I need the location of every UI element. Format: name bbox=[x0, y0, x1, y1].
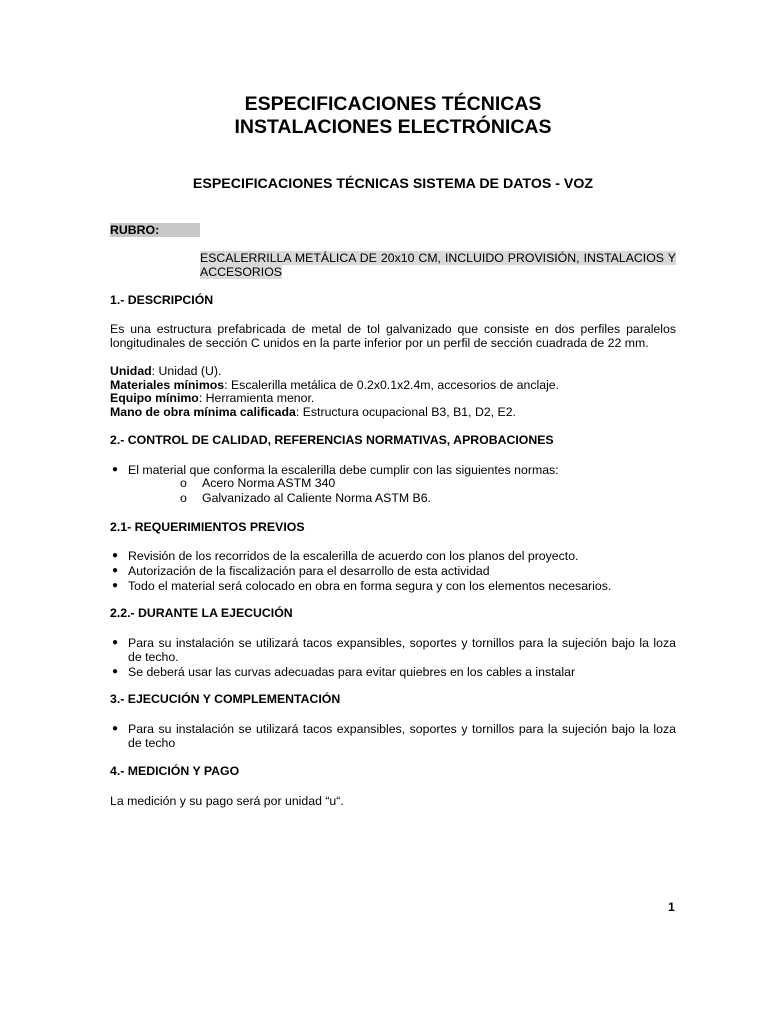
sub-list-item bbox=[180, 476, 335, 490]
rubro-label: RUBRO: bbox=[110, 223, 200, 237]
document-subtitle: ESPECIFICACIONES TÉCNICAS SISTEMA DE DATOS - VOZ bbox=[192, 176, 594, 192]
list-item bbox=[110, 549, 676, 563]
bullet-icon: ● bbox=[112, 464, 119, 475]
list-item-text: Se deberá usar las curvas adecuadas para evitar quiebres en los cables a instalar bbox=[128, 665, 576, 679]
document-title-line1: ESPECIFICACIONES TÉCNICAS bbox=[244, 93, 542, 115]
document-page bbox=[110, 0, 676, 1024]
bullet-icon: ● bbox=[112, 565, 119, 576]
section-heading-medicion-pago: 4.- MEDICIÓN Y PAGO bbox=[110, 764, 240, 778]
materiales-line bbox=[110, 378, 676, 392]
rubro-text bbox=[200, 251, 676, 279]
mano-obra-value: : Estructura ocupacional B3, B1, D2, E2. bbox=[295, 405, 516, 419]
unidad-value: : Unidad (U). bbox=[151, 364, 222, 378]
bullet-icon: ● bbox=[112, 550, 119, 561]
sub-list-item-text: Acero Norma ASTM 340 bbox=[202, 476, 336, 490]
list-item-text: Revisión de los recorridos de la escalerilla de acuerdo con los planos del proyecto. bbox=[128, 549, 579, 563]
list-item bbox=[110, 579, 676, 593]
bullet-icon: ● bbox=[112, 580, 119, 591]
section-heading-requerimientos: 2.1- REQUERIMIENTOS PREVIOS bbox=[110, 520, 305, 534]
bullet-icon: ● bbox=[112, 723, 119, 734]
section-heading-control-calidad: 2.- CONTROL DE CALIDAD, REFERENCIAS NORMATIVAS, APROBACIONES bbox=[110, 433, 554, 447]
list-item bbox=[110, 722, 676, 750]
ejecucion-list bbox=[110, 722, 676, 750]
rubro-text-highlight: ESCALERRILLA METÁLICA DE 20x10 CM, INCLUIDO PROVISIÓN, INSTALACIOS Y ACCESORIOS bbox=[200, 251, 676, 279]
descripcion-paragraph: Es una estructura prefabricada de metal de tol galvanizado que consiste en dos perfiles paralelos longitudinales de sección C unidos en la parte inferior por un perfil de sección cuadrada de 22 mm. bbox=[110, 322, 676, 350]
mano-obra-label: Mano de obra mínima calificada bbox=[110, 405, 296, 419]
materiales-label: Materiales mínimos bbox=[110, 378, 225, 392]
list-item-text: Para su instalación se utilizará tacos expansibles, soportes y tornillos para la sujeción bajo la loza de techo bbox=[128, 722, 676, 750]
control-calidad-list bbox=[110, 463, 676, 477]
equipo-value: : Herramienta menor. bbox=[198, 391, 315, 405]
bullet-icon: ● bbox=[112, 666, 119, 677]
sub-list-item bbox=[180, 491, 431, 505]
section-heading-descripcion: 1.- DESCRIPCIÓN bbox=[110, 293, 214, 307]
list-item bbox=[110, 463, 676, 477]
document-title-line2: INSTALACIONES ELECTRÓNICAS bbox=[234, 116, 552, 138]
list-item-text: Autorización de la fiscalización para el desarrollo de esta actividad bbox=[128, 564, 490, 578]
list-item-text: Todo el material será colocado en obra en forma segura y con los elementos necesarios. bbox=[128, 579, 612, 593]
materiales-value: : Escalerilla metálica de 0.2x0.1x2.4m, accesorios de anclaje. bbox=[224, 378, 560, 392]
unidad-label: Unidad bbox=[110, 364, 152, 378]
list-item-text: El material que conforma la escalerilla debe cumplir con las siguientes normas: bbox=[128, 463, 559, 477]
mano-obra-line bbox=[110, 405, 676, 419]
bullet-icon: ● bbox=[112, 637, 119, 648]
circle-bullet-icon: o bbox=[180, 476, 187, 490]
list-item bbox=[110, 665, 676, 679]
unidad-line bbox=[110, 364, 676, 378]
sub-list-item-text: Galvanizado al Caliente Norma ASTM B6. bbox=[202, 491, 431, 505]
section-heading-durante-ejecucion: 2.2.- DURANTE LA EJECUCIÓN bbox=[110, 606, 293, 620]
list-item bbox=[110, 636, 676, 664]
medicion-pago-paragraph: La medición y su pago será por unidad “u“. bbox=[110, 794, 344, 808]
page-number: 1 bbox=[668, 900, 675, 914]
list-item-text: Para su instalación se utilizará tacos expansibles, soportes y tornillos para la sujeción bajo la loza de techo. bbox=[128, 636, 676, 664]
equipo-line bbox=[110, 391, 676, 405]
durante-ejecucion-list bbox=[110, 636, 676, 679]
equipo-label: Equipo mínimo bbox=[110, 391, 199, 405]
section-heading-ejecucion-complementacion: 3.- EJECUCIÓN Y COMPLEMENTACIÓN bbox=[110, 692, 341, 706]
circle-bullet-icon: o bbox=[180, 491, 187, 505]
requerimientos-list bbox=[110, 549, 676, 593]
list-item bbox=[110, 564, 676, 578]
